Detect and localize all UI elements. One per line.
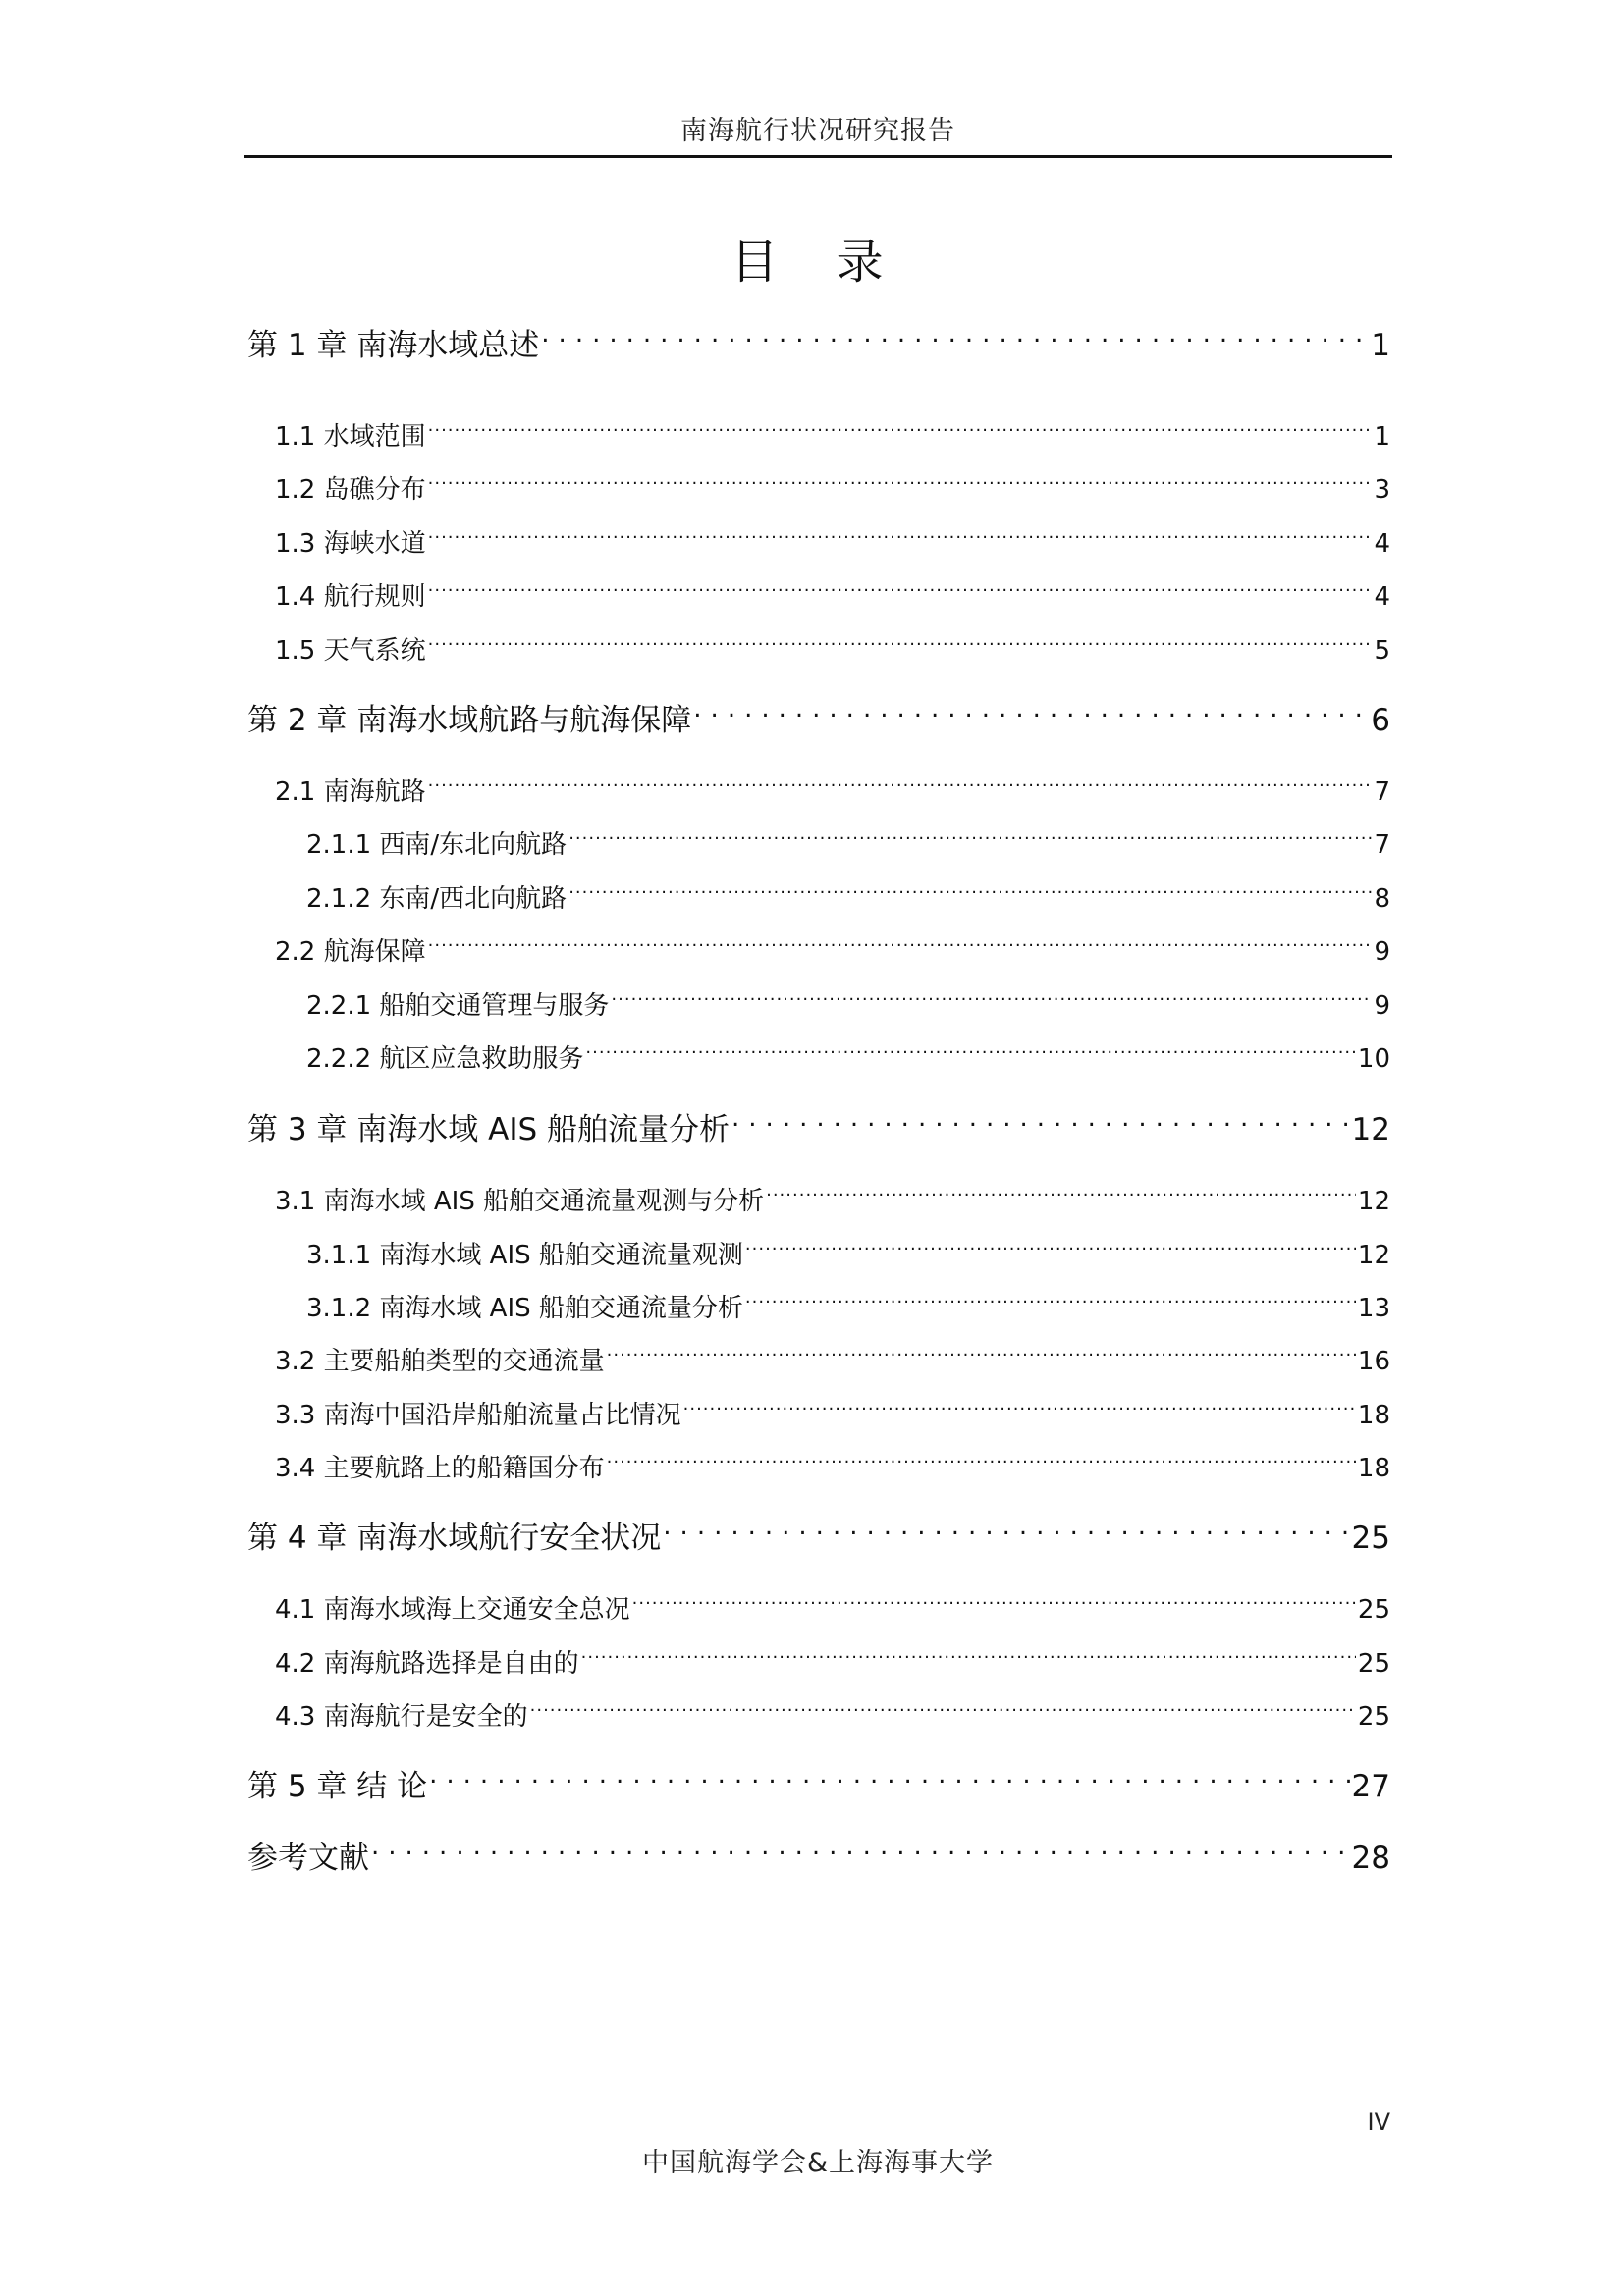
toc-dot-leader bbox=[530, 1687, 1356, 1725]
toc-chapter-entry[interactable] bbox=[247, 1753, 1390, 1804]
toc-entry-label: 第 2 章 南海水域航路与航海保障 bbox=[247, 703, 692, 738]
toc-entry-label: 4.2 南海航路选择是自由的 bbox=[275, 1649, 579, 1679]
toc-section-entry[interactable] bbox=[275, 1580, 1390, 1625]
toc-entry-page: 28 bbox=[1351, 1841, 1390, 1876]
toc-entry-page: 7 bbox=[1374, 830, 1390, 860]
toc-entry-page: 13 bbox=[1357, 1294, 1390, 1323]
toc-dot-leader bbox=[766, 1172, 1356, 1209]
toc-section-entry[interactable] bbox=[275, 407, 1390, 452]
toc-entry-page: 18 bbox=[1357, 1454, 1390, 1483]
toc-dot-leader bbox=[581, 1634, 1356, 1672]
toc-entry-label: 2.2.1 船舶交通管理与服务 bbox=[306, 991, 610, 1021]
toc-section-entry[interactable] bbox=[275, 514, 1390, 559]
toc-entry-label: 2.1 南海航路 bbox=[275, 777, 426, 807]
toc-entry-page: 12 bbox=[1357, 1187, 1390, 1216]
toc-entry-page: 25 bbox=[1357, 1649, 1390, 1679]
toc-entry-page: 1 bbox=[1374, 422, 1390, 452]
toc-entry-label: 3.2 主要船舶类型的交通流量 bbox=[275, 1347, 605, 1376]
toc-dot-leader bbox=[428, 763, 1373, 800]
toc-subsection-entry[interactable] bbox=[306, 1226, 1390, 1270]
toc-entry-label: 第 4 章 南海水域航行安全状况 bbox=[247, 1521, 662, 1556]
toc-entry-page: 4 bbox=[1374, 582, 1390, 612]
toc-dot-leader bbox=[745, 1279, 1356, 1316]
toc-entry-label: 3.4 主要航路上的船籍国分布 bbox=[275, 1454, 605, 1483]
toc-dot-leader bbox=[541, 312, 1369, 355]
toc-subsection-entry[interactable] bbox=[306, 870, 1390, 914]
toc-section-entry[interactable] bbox=[275, 923, 1390, 967]
toc-dot-leader bbox=[428, 567, 1373, 605]
toc-entry-page: 16 bbox=[1357, 1347, 1390, 1376]
toc-dot-leader bbox=[611, 977, 1372, 1014]
toc-dot-leader bbox=[745, 1226, 1356, 1263]
toc-dot-leader bbox=[585, 1030, 1355, 1067]
toc-section-entry[interactable] bbox=[275, 1172, 1390, 1216]
toc-entry-page: 9 bbox=[1374, 937, 1390, 967]
toc-section-entry[interactable] bbox=[275, 460, 1390, 505]
toc-entry-page: 10 bbox=[1357, 1044, 1390, 1074]
toc-dot-leader bbox=[568, 816, 1372, 853]
running-header: 南海航行状况研究报告 bbox=[680, 116, 955, 146]
page-number: IV bbox=[1367, 2109, 1390, 2136]
toc-section-entry[interactable] bbox=[275, 567, 1390, 612]
toc-entry-label: 1.5 天气系统 bbox=[275, 636, 426, 666]
toc-entry-label: 第 5 章 结 论 bbox=[247, 1769, 428, 1804]
toc-entry-page: 9 bbox=[1374, 991, 1390, 1021]
toc-entry-label: 1.1 水域范围 bbox=[275, 422, 426, 452]
toc-dot-leader bbox=[428, 514, 1373, 552]
toc-dot-leader bbox=[607, 1332, 1356, 1369]
toc-section-entry[interactable] bbox=[275, 1634, 1390, 1679]
toc-entry-page: 8 bbox=[1374, 884, 1390, 914]
toc-section-entry[interactable] bbox=[275, 1439, 1390, 1483]
toc-entry-page: 4 bbox=[1374, 529, 1390, 559]
toc-entry-page: 25 bbox=[1357, 1702, 1390, 1732]
toc-entry-label: 4.1 南海水域海上交通安全总况 bbox=[275, 1595, 630, 1625]
toc-entry-label: 2.2.2 航区应急救助服务 bbox=[306, 1044, 584, 1074]
toc-subsection-entry[interactable] bbox=[306, 1279, 1390, 1323]
toc-dot-leader bbox=[428, 923, 1373, 960]
toc-dot-leader bbox=[568, 870, 1372, 907]
running-footer: 中国航海学会&上海海事大学 bbox=[641, 2148, 995, 2178]
toc-subsection-entry[interactable] bbox=[306, 816, 1390, 860]
toc-section-entry[interactable] bbox=[275, 1687, 1390, 1732]
toc-entry-label: 1.3 海峡水道 bbox=[275, 529, 426, 559]
toc-heading: 目 录 bbox=[731, 235, 905, 290]
toc-chapter-entry[interactable] bbox=[247, 312, 1390, 363]
toc-entry-label: 第 3 章 南海水域 AIS 船舶流量分析 bbox=[247, 1112, 731, 1148]
toc-entry-page: 18 bbox=[1357, 1401, 1390, 1430]
toc-entry-label: 3.3 南海中国沿岸船舶流量占比情况 bbox=[275, 1401, 681, 1430]
toc-entry-label: 2.1.1 西南/东北向航路 bbox=[306, 830, 568, 860]
toc-entry-label: 2.1.2 东南/西北向航路 bbox=[306, 884, 568, 914]
toc-entry-page: 7 bbox=[1374, 777, 1390, 807]
toc-dot-leader bbox=[731, 1096, 1350, 1140]
toc-dot-leader bbox=[683, 1386, 1356, 1423]
toc-entry-label: 3.1.2 南海水域 AIS 船舶交通流量分析 bbox=[306, 1294, 743, 1323]
toc-entry-page: 25 bbox=[1351, 1521, 1390, 1556]
toc-entry-page: 27 bbox=[1351, 1769, 1390, 1804]
toc-dot-leader bbox=[428, 460, 1373, 498]
toc-entry-label: 1.4 航行规则 bbox=[275, 582, 426, 612]
toc-entry-label: 1.2 岛礁分布 bbox=[275, 475, 426, 505]
toc-dot-leader bbox=[632, 1580, 1356, 1618]
toc-subsection-entry[interactable] bbox=[306, 977, 1390, 1021]
toc-entry-label: 3.1.1 南海水域 AIS 船舶交通流量观测 bbox=[306, 1241, 743, 1270]
toc-entry-page: 12 bbox=[1357, 1241, 1390, 1270]
toc-section-entry[interactable] bbox=[275, 1386, 1390, 1430]
toc-dot-leader bbox=[693, 687, 1369, 730]
toc-entry-page: 12 bbox=[1351, 1112, 1390, 1148]
toc-entry-page: 6 bbox=[1371, 703, 1390, 738]
toc-subsection-entry[interactable] bbox=[306, 1030, 1390, 1074]
toc-entry-page: 1 bbox=[1371, 328, 1390, 363]
toc-entry-label: 参考文献 bbox=[247, 1841, 369, 1876]
toc-dot-leader bbox=[607, 1439, 1356, 1476]
toc-entry-label: 第 1 章 南海水域总述 bbox=[247, 328, 540, 363]
toc-section-entry[interactable] bbox=[275, 763, 1390, 807]
toc-chapter-entry[interactable] bbox=[247, 1505, 1390, 1556]
toc-section-entry[interactable] bbox=[275, 1332, 1390, 1376]
toc-dot-leader bbox=[371, 1825, 1350, 1868]
toc-entry-page: 5 bbox=[1374, 636, 1390, 666]
toc-chapter-entry[interactable] bbox=[247, 1096, 1390, 1148]
toc-section-entry[interactable] bbox=[275, 621, 1390, 666]
toc-dot-leader bbox=[429, 1753, 1349, 1796]
toc-entry-label: 2.2 航海保障 bbox=[275, 937, 426, 967]
toc-entry-page: 25 bbox=[1357, 1595, 1390, 1625]
toc-dot-leader bbox=[663, 1505, 1349, 1548]
toc-entry-page: 3 bbox=[1374, 475, 1390, 505]
toc-chapter-entry[interactable] bbox=[247, 1825, 1390, 1876]
toc-dot-leader bbox=[428, 621, 1373, 659]
toc-dot-leader bbox=[428, 407, 1373, 445]
toc-entry-label: 3.1 南海水域 AIS 船舶交通流量观测与分析 bbox=[275, 1187, 765, 1216]
toc-chapter-entry[interactable] bbox=[247, 687, 1390, 738]
toc-entry-label: 4.3 南海航行是安全的 bbox=[275, 1702, 528, 1732]
